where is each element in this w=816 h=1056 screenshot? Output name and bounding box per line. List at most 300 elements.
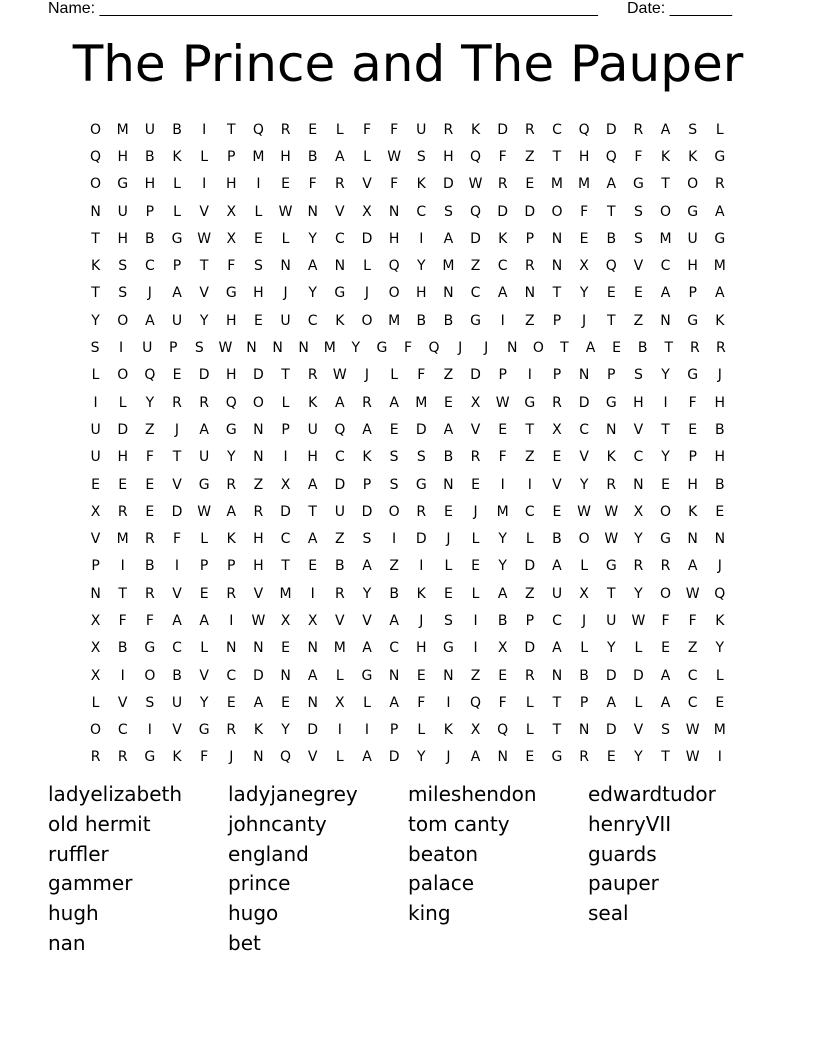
grid-row xyxy=(82,334,734,361)
grid-letter: X xyxy=(307,612,318,629)
grid-letter: P xyxy=(91,558,100,575)
grid-letter: S xyxy=(90,340,100,357)
grid-letter: F xyxy=(390,121,399,138)
grid-letter: R xyxy=(524,121,535,138)
grid-letter: C xyxy=(552,121,562,138)
grid-letter: S xyxy=(661,722,670,739)
grid-row xyxy=(82,525,734,552)
grid-letter: G xyxy=(415,476,427,493)
grid-letter: E xyxy=(525,749,535,766)
grid-letter: Y xyxy=(308,285,317,302)
grid-letter: S xyxy=(416,148,426,165)
grid-letter: G xyxy=(687,203,699,220)
grid-letter: G xyxy=(605,394,617,411)
grid-letter: G xyxy=(551,749,563,766)
grid-letter: U xyxy=(416,121,427,138)
grid-letter: L xyxy=(200,531,209,548)
grid-letter: N xyxy=(280,667,291,684)
grid-letter: E xyxy=(416,667,426,684)
grid-letter: D xyxy=(524,203,536,220)
grid-letter: E xyxy=(281,640,290,657)
grid-letter: H xyxy=(714,394,726,411)
grid-letter: I xyxy=(527,367,532,384)
grid-letter: K xyxy=(470,121,481,138)
grid-letter: R xyxy=(416,503,427,520)
grid-letter: Y xyxy=(226,449,236,466)
grid-letter: L xyxy=(634,640,643,657)
grid-letter: C xyxy=(660,258,671,275)
grid-letter: W xyxy=(577,503,592,520)
grid-letter: N xyxy=(307,203,318,220)
grid-letter: S xyxy=(145,694,155,711)
grid-letter: N xyxy=(307,640,318,657)
grid-letter: A xyxy=(335,148,345,165)
grid-letter: X xyxy=(90,503,101,520)
grid-row xyxy=(82,116,734,143)
grid-letter: W xyxy=(278,203,293,220)
grid-letter: K xyxy=(172,749,182,766)
grid-letter: C xyxy=(687,667,698,684)
grid-letter: W xyxy=(332,367,347,384)
grid-letter: Y xyxy=(308,230,317,247)
grid-letter: I xyxy=(419,230,424,247)
grid-letter: O xyxy=(117,312,129,329)
grid-letter: A xyxy=(199,612,209,629)
grid-letter: K xyxy=(416,585,426,602)
grid-letter: L xyxy=(417,722,426,739)
grid-letter: L xyxy=(91,367,100,384)
grid-letter: Y xyxy=(91,312,100,329)
grid-letter: G xyxy=(198,476,210,493)
grid-letter: H xyxy=(226,312,237,329)
grid-letter: I xyxy=(120,558,125,575)
grid-row xyxy=(82,171,734,198)
grid-letter: A xyxy=(145,312,155,329)
grid-letter: P xyxy=(552,367,562,384)
grid-letter: I xyxy=(419,558,424,575)
grid-letter: Y xyxy=(715,640,725,657)
grid-letter: T xyxy=(281,558,290,575)
grid-letter: E xyxy=(612,340,622,357)
grid-letter: J xyxy=(364,285,370,302)
grid-letter: D xyxy=(632,667,644,684)
grid-letter: I xyxy=(527,476,532,493)
grid-letter: B xyxy=(443,449,454,466)
grid-letter: K xyxy=(90,258,101,275)
grid-letter: N xyxy=(551,258,563,275)
grid-letter: T xyxy=(172,449,182,466)
grid-letter: T xyxy=(552,148,562,165)
grid-letter: K xyxy=(226,531,236,548)
grid-letter: T xyxy=(552,722,562,739)
grid-letter: O xyxy=(252,394,264,411)
grid-letter: G xyxy=(687,312,699,329)
grid-letter: E xyxy=(606,285,616,302)
grid-letter: P xyxy=(607,367,616,384)
page-title: The Prince and The Pauper xyxy=(72,35,744,93)
grid-letter: P xyxy=(389,722,399,739)
grid-letter: N xyxy=(524,285,536,302)
grid-letter: Q xyxy=(388,258,400,275)
grid-letter: E xyxy=(443,503,453,520)
grid-letter: J xyxy=(458,340,463,357)
grid-letter: Y xyxy=(579,285,589,302)
grid-letter: Y xyxy=(199,694,209,711)
grid-letter: Z xyxy=(525,449,535,466)
grid-letter: Q xyxy=(252,121,264,138)
grid-letter: W xyxy=(197,230,212,247)
grid-letter: Y xyxy=(606,640,616,657)
grid-letter: A xyxy=(443,421,454,438)
grid-letter: X xyxy=(280,612,291,629)
grid-letter: I xyxy=(283,449,288,466)
grid-letter: C xyxy=(389,640,399,657)
grid-letter: N xyxy=(90,203,101,220)
grid-letter: J xyxy=(364,367,370,384)
grid-letter: K xyxy=(606,449,616,466)
word-list-item: ladyelizabeth xyxy=(48,782,183,806)
grid-letter: T xyxy=(560,340,569,357)
grid-letter: E xyxy=(443,585,453,602)
grid-letter: X xyxy=(552,421,562,438)
word-list xyxy=(48,780,788,959)
grid-letter: L xyxy=(471,531,480,548)
grid-letter: D xyxy=(117,421,129,438)
grid-letter: M xyxy=(323,340,336,357)
grid-letter: I xyxy=(202,176,207,193)
grid-letter: K xyxy=(660,148,671,165)
grid-letter: J xyxy=(147,285,152,302)
grid-letter: T xyxy=(118,585,127,602)
grid-letter: L xyxy=(335,667,344,684)
grid-letter: P xyxy=(579,694,589,711)
grid-letter: B xyxy=(715,476,725,493)
grid-row xyxy=(82,635,734,662)
word-list-item: king xyxy=(408,901,451,926)
grid-letter: D xyxy=(605,121,617,138)
grid-letter: L xyxy=(715,667,724,684)
grid-letter: F xyxy=(417,694,426,711)
grid-letter: A xyxy=(606,176,617,193)
grid-letter: S xyxy=(389,449,399,466)
grid-letter: K xyxy=(688,503,698,520)
grid-letter: B xyxy=(335,558,345,575)
grid-letter: D xyxy=(171,503,183,520)
grid-letter: O xyxy=(90,176,102,193)
grid-letter: A xyxy=(687,558,698,575)
grid-letter: R xyxy=(524,258,535,275)
grid-letter: C xyxy=(416,203,427,220)
grid-letter: K xyxy=(688,148,698,165)
grid-letter: C xyxy=(633,449,644,466)
grid-letter: E xyxy=(145,503,155,520)
grid-letter: B xyxy=(145,558,155,575)
grid-letter: E xyxy=(118,476,128,493)
grid-letter: F xyxy=(118,612,127,629)
grid-letter: Y xyxy=(199,312,209,329)
grid-letter: T xyxy=(525,421,535,438)
grid-letter: X xyxy=(226,230,237,247)
grid-letter: Y xyxy=(498,558,507,575)
grid-letter: R xyxy=(144,585,155,602)
grid-letter: V xyxy=(172,476,182,493)
grid-row xyxy=(82,362,734,389)
grid-letter: M xyxy=(116,121,129,138)
word-list-item: johncanty xyxy=(228,811,327,836)
grid-letter: G xyxy=(470,312,481,329)
grid-letter: Y xyxy=(661,449,670,466)
grid-letter: S xyxy=(633,367,643,384)
grid-letter: V xyxy=(172,722,182,739)
grid-letter: Q xyxy=(428,340,440,357)
grid-letter: B xyxy=(497,612,508,629)
grid-letter: S xyxy=(118,258,128,275)
word-list-item: bet xyxy=(228,930,261,955)
grid-letter: U xyxy=(142,340,153,357)
grid-letter: M xyxy=(442,258,455,275)
grid-letter: B xyxy=(307,148,318,165)
grid-letter: I xyxy=(310,585,315,602)
grid-letter: A xyxy=(307,476,318,493)
grid-letter: E xyxy=(199,585,209,602)
grid-letter: S xyxy=(443,612,453,629)
grid-letter: Z xyxy=(633,312,644,329)
grid-letter: F xyxy=(580,203,589,220)
grid-letter: L xyxy=(580,558,588,575)
grid-letter: I xyxy=(717,749,722,766)
grid-letter: D xyxy=(470,367,481,384)
grid-letter: I xyxy=(473,612,478,629)
grid-letter: D xyxy=(361,230,373,247)
grid-letter: Z xyxy=(335,531,345,548)
grid-letter: P xyxy=(145,203,155,220)
grid-letter: T xyxy=(199,258,209,275)
grid-letter: F xyxy=(661,612,670,629)
grid-letter: C xyxy=(144,258,155,275)
grid-letter: W xyxy=(631,612,646,629)
grid-row xyxy=(82,580,734,607)
grid-letter: H xyxy=(415,285,427,302)
grid-letter: L xyxy=(200,640,209,657)
grid-letter: L xyxy=(580,640,588,657)
grid-letter: Q xyxy=(605,258,617,275)
grid-letter: V xyxy=(199,285,209,302)
grid-letter: R xyxy=(117,503,128,520)
grid-letter: U xyxy=(117,203,128,220)
grid-row xyxy=(82,717,734,744)
grid-letter: X xyxy=(497,640,508,657)
grid-letter: A xyxy=(552,558,562,575)
grid-letter: J xyxy=(419,612,424,629)
grid-letter: H xyxy=(280,148,291,165)
grid-letter: E xyxy=(253,312,263,329)
grid-letter: N xyxy=(388,667,400,684)
grid-letter: U xyxy=(334,503,345,520)
grid-letter: F xyxy=(688,612,697,629)
grid-letter: K xyxy=(715,312,725,329)
grid-letter: B xyxy=(637,340,648,357)
grid-letter: L xyxy=(118,394,127,411)
grid-letter: W xyxy=(218,340,233,357)
grid-letter: E xyxy=(308,558,318,575)
grid-letter: G xyxy=(714,148,726,165)
grid-letter: Y xyxy=(634,585,643,602)
grid-letter: I xyxy=(174,558,180,575)
grid-letter: E xyxy=(661,476,670,493)
grid-letter: E xyxy=(715,694,725,711)
grid-letter: P xyxy=(281,421,290,438)
grid-letter: I xyxy=(229,612,234,629)
grid-letter: F xyxy=(227,258,236,275)
grid-letter: B xyxy=(715,421,725,438)
grid-letter: D xyxy=(605,667,617,684)
grid-letter: G xyxy=(117,176,129,193)
grid-letter: N xyxy=(253,449,264,466)
grid-letter: J xyxy=(446,749,451,766)
grid-letter: P xyxy=(199,558,209,575)
grid-letter: H xyxy=(687,258,698,275)
grid-letter: I xyxy=(500,476,505,493)
grid-letter: D xyxy=(388,749,400,766)
grid-letter: B xyxy=(606,230,617,247)
grid-letter: V xyxy=(362,612,372,629)
grid-letter: J xyxy=(717,367,722,384)
grid-letter: Q xyxy=(470,203,482,220)
grid-letter: M xyxy=(279,585,292,602)
grid-letter: C xyxy=(524,503,535,520)
grid-letter: N xyxy=(633,476,644,493)
grid-letter: E xyxy=(579,230,589,247)
grid-row xyxy=(82,252,734,279)
grid-letter: O xyxy=(551,203,563,220)
word-search-grid xyxy=(82,116,734,771)
grid-letter: E xyxy=(172,367,182,384)
grid-letter: A xyxy=(253,694,264,711)
grid-letter: D xyxy=(334,476,346,493)
grid-letter: D xyxy=(415,531,427,548)
date-field-label: Date: _______ xyxy=(627,0,732,17)
grid-letter: D xyxy=(253,667,264,684)
grid-letter: Q xyxy=(90,148,102,165)
grid-letter: Z xyxy=(253,476,264,493)
word-list-item: tom canty xyxy=(408,811,510,836)
grid-letter: O xyxy=(578,531,590,548)
grid-letter: D xyxy=(470,230,481,247)
grid-letter: U xyxy=(606,612,617,629)
grid-letter: R xyxy=(307,367,318,384)
word-list-item: pauper xyxy=(588,871,659,896)
grid-letter: C xyxy=(579,421,589,438)
grid-letter: B xyxy=(552,531,562,548)
grid-letter: V xyxy=(362,176,372,193)
grid-letter: P xyxy=(172,258,182,275)
grid-letter: S xyxy=(633,230,643,247)
grid-letter: R xyxy=(226,585,237,602)
grid-letter: A xyxy=(389,694,399,711)
grid-letter: N xyxy=(578,367,590,384)
grid-letter: R xyxy=(226,722,237,739)
grid-letter: N xyxy=(253,749,264,766)
grid-letter: N xyxy=(307,694,318,711)
word-list-item: gammer xyxy=(48,871,133,896)
grid-letter: G xyxy=(171,230,183,247)
grid-letter: N xyxy=(714,531,726,548)
grid-letter: N xyxy=(578,722,590,739)
grid-letter: L xyxy=(525,694,534,711)
grid-letter: H xyxy=(253,531,264,548)
grid-letter: H xyxy=(253,558,264,575)
grid-letter: U xyxy=(144,121,155,138)
grid-letter: G xyxy=(376,340,388,357)
grid-letter: L xyxy=(390,367,399,384)
grid-letter: N xyxy=(388,203,400,220)
grid-letter: A xyxy=(389,394,399,411)
grid-letter: Z xyxy=(525,312,535,329)
word-list-item: england xyxy=(228,841,309,866)
grid-letter: U xyxy=(90,449,101,466)
grid-letter: R xyxy=(144,531,155,548)
grid-letter: R xyxy=(497,176,508,193)
grid-letter: X xyxy=(280,476,291,493)
grid-letter: L xyxy=(715,121,724,138)
grid-letter: M xyxy=(550,176,563,193)
grid-letter: G xyxy=(198,722,210,739)
grid-letter: K xyxy=(715,612,725,629)
grid-letter: M xyxy=(333,640,346,657)
grid-letter: R xyxy=(280,121,291,138)
grid-letter: M xyxy=(496,503,509,520)
grid-letter: N xyxy=(443,667,454,684)
word-list-item: old hermit xyxy=(48,811,151,836)
grid-letter: V xyxy=(633,258,644,275)
grid-letter: N xyxy=(660,312,671,329)
grid-letter: E xyxy=(471,476,480,493)
grid-letter: X xyxy=(90,667,101,684)
grid-letter: R xyxy=(552,394,562,411)
grid-letter: T xyxy=(552,694,562,711)
grid-letter: S xyxy=(633,203,643,220)
grid-letter: H xyxy=(714,449,726,466)
grid-letter: J xyxy=(473,503,478,520)
grid-letter: E xyxy=(525,176,535,193)
grid-letter: M xyxy=(415,394,428,411)
grid-letter: A xyxy=(307,258,318,275)
grid-letter: W xyxy=(604,503,619,520)
grid-letter: L xyxy=(363,258,371,275)
grid-letter: L xyxy=(281,230,290,247)
grid-letter: E xyxy=(281,176,290,193)
grid-letter: V xyxy=(633,722,644,739)
grid-letter: T xyxy=(552,285,562,302)
grid-letter: A xyxy=(307,531,318,548)
grid-letter: V xyxy=(552,476,562,493)
grid-letter: E xyxy=(552,449,562,466)
word-list-item: beaton xyxy=(408,841,479,866)
grid-letter: R xyxy=(470,449,481,466)
grid-letter: W xyxy=(685,585,700,602)
grid-letter: D xyxy=(497,203,509,220)
grid-letter: N xyxy=(253,421,264,438)
grid-letter: D xyxy=(605,722,617,739)
grid-row xyxy=(82,389,734,416)
grid-letter: W xyxy=(387,148,402,165)
grid-letter: D xyxy=(578,394,590,411)
grid-letter: E xyxy=(606,749,616,766)
grid-letter: T xyxy=(606,312,616,329)
grid-letter: T xyxy=(281,367,290,384)
grid-letter: V xyxy=(335,203,345,220)
grid-letter: A xyxy=(335,394,345,411)
